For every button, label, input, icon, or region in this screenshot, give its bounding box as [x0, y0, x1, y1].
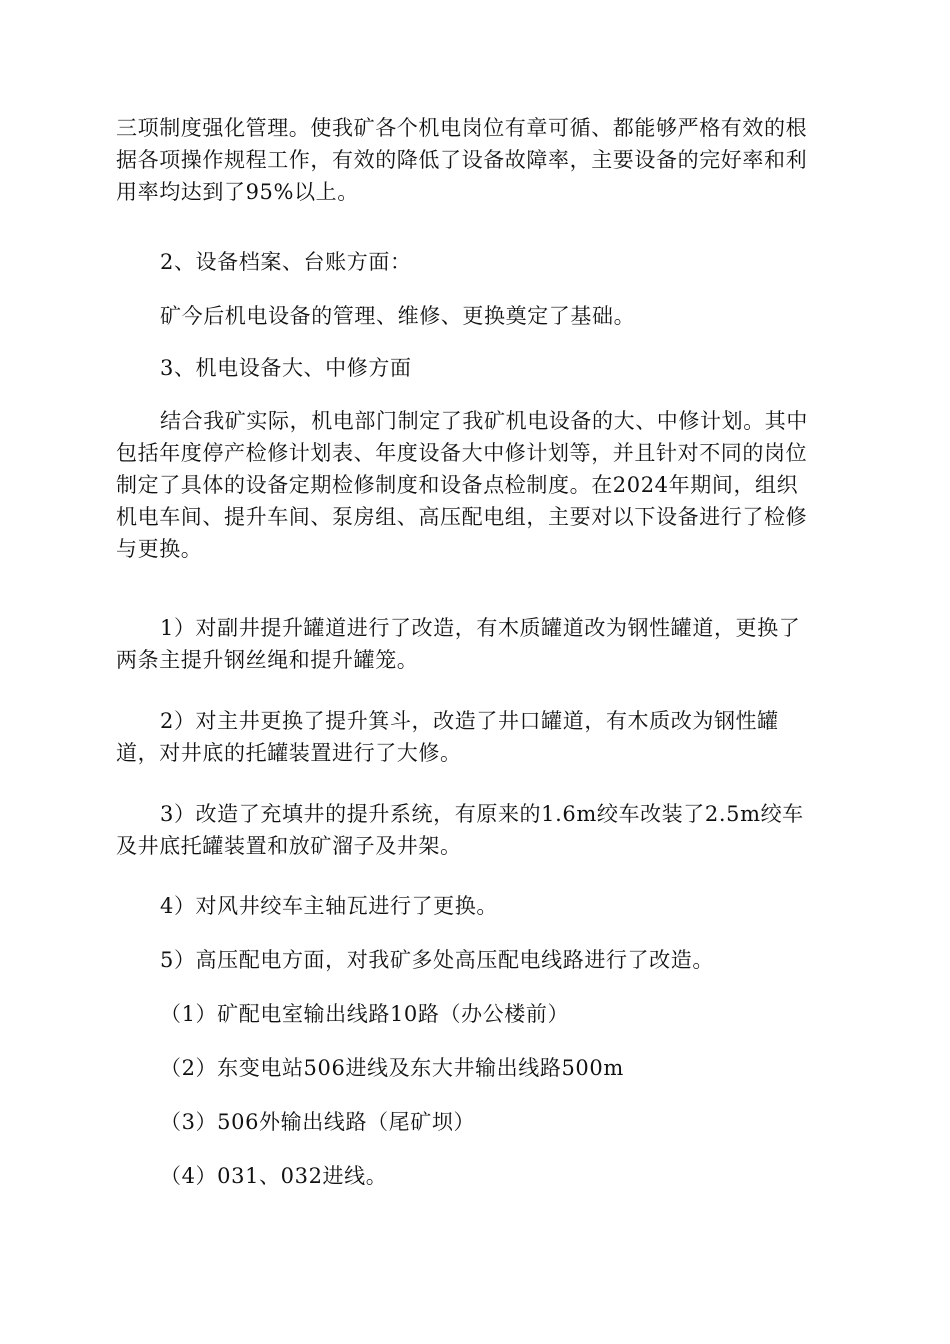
paragraph-repair-plan [116, 405, 836, 565]
text-line: （3）506外输出线路（尾矿坝） [160, 1110, 476, 1134]
text-line: 3）改造了充填井的提升系统，有原来的1.6m绞车改装了2.5m绞车 [160, 802, 804, 826]
text-line: 4）对风井绞车主轴瓦进行了更换。 [160, 894, 498, 918]
paragraph-management-summary [116, 112, 836, 208]
sub-item-2 [116, 1052, 836, 1084]
text-line: 道，对井底的托罐装置进行了大修。 [116, 741, 462, 765]
heading-major-repairs [116, 352, 836, 384]
list-item-2 [116, 705, 836, 769]
text-line: 制定了具体的设备定期检修制度和设备点检制度。在2024年期间，组织 [116, 473, 799, 497]
text-line: 两条主提升钢丝绳和提升罐笼。 [116, 648, 419, 672]
text-line: 矿今后机电设备的管理、维修、更换奠定了基础。 [160, 304, 636, 328]
text-line: （1）矿配电室输出线路10路（办公楼前） [160, 1002, 570, 1026]
text-line: 结合我矿实际，机电部门制定了我矿机电设备的大、中修计划。其中 [160, 409, 808, 433]
sub-item-3 [116, 1106, 836, 1138]
list-item-4 [116, 890, 836, 922]
text-line: 机电车间、提升车间、泵房组、高压配电组，主要对以下设备进行了检修 [116, 505, 808, 529]
text-line: 包括年度停产检修计划表、年度设备大中修计划等，并且针对不同的岗位 [116, 441, 808, 465]
paragraph-records-foundation [116, 300, 836, 332]
list-item-5 [116, 944, 836, 976]
sub-item-1 [116, 998, 836, 1030]
text-line: 2）对主井更换了提升箕斗，改造了井口罐道，有木质改为钢性罐 [160, 709, 779, 733]
text-line: 与更换。 [116, 537, 203, 561]
text-line: 2、设备档案、台账方面： [160, 250, 412, 274]
heading-equipment-records [116, 246, 836, 278]
text-line: （4）031、032进线。 [160, 1164, 388, 1188]
text-line: 5）高压配电方面，对我矿多处高压配电线路进行了改造。 [160, 948, 714, 972]
text-line: 三项制度强化管理。使我矿各个机电岗位有章可循、都能够严格有效的根 [116, 116, 808, 140]
text-line: 及井底托罐装置和放矿溜子及井架。 [116, 834, 462, 858]
text-line: 用率均达到了95%以上。 [116, 180, 359, 204]
list-item-1 [116, 612, 836, 676]
sub-item-4 [116, 1160, 836, 1192]
text-line: （2）东变电站506进线及东大井输出线路500m [160, 1056, 624, 1080]
list-item-3 [116, 798, 836, 862]
text-line: 1）对副井提升罐道进行了改造，有木质罐道改为钢性罐道，更换了 [160, 616, 801, 640]
text-line: 3、机电设备大、中修方面 [160, 356, 412, 380]
text-line: 据各项操作规程工作，有效的降低了设备故障率，主要设备的完好率和利 [116, 148, 808, 172]
